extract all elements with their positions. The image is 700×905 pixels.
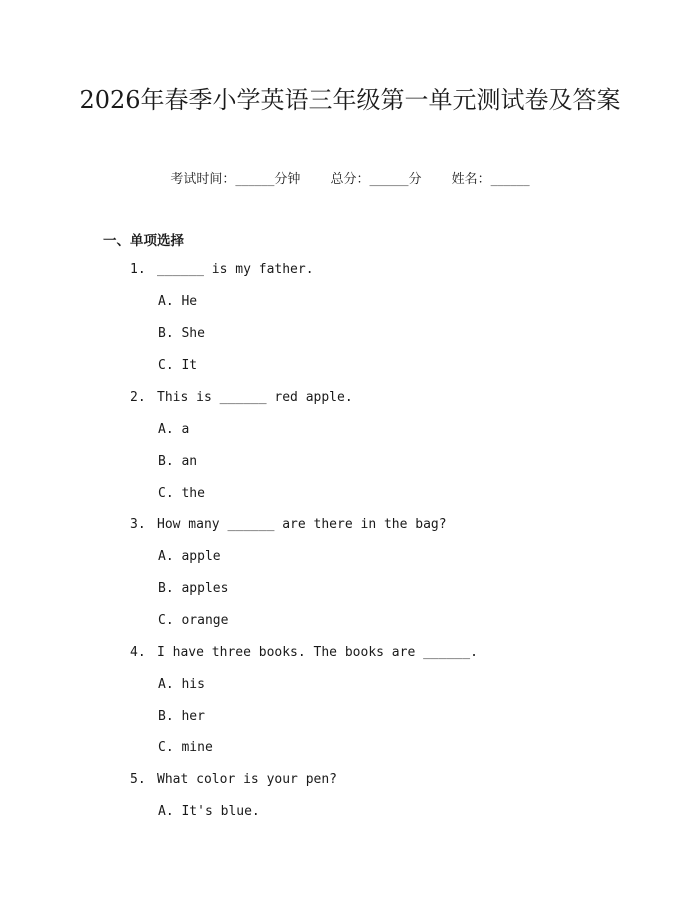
option: A. apple [158,549,221,564]
exam-score: 总分：______分 [330,172,422,187]
question-3 [130,517,447,532]
option: A. his [158,677,205,692]
question-text: I have three books. The books are ______. [157,645,478,660]
option: C. It [158,358,198,373]
question-2 [130,390,353,405]
question-4 [130,645,478,660]
question-number: 3. [130,517,146,532]
question-number: 5. [130,772,146,787]
question-text: ______ is my father. [157,262,314,277]
question-number: 4. [130,645,146,660]
student-name: 姓名：______ [451,172,530,187]
question-5 [130,772,337,787]
option: C. mine [158,740,213,755]
question-text: This is ______ red apple. [157,390,353,405]
question-number: 2. [130,390,146,405]
question-number: 1. [130,262,146,277]
option: B. her [158,709,205,724]
option: C. the [158,486,205,501]
option: B. She [158,326,205,341]
question-text: How many ______ are there in the bag? [157,517,447,532]
option: A. It's blue. [158,804,260,819]
option: A. a [158,422,190,437]
option: C. orange [158,613,229,628]
page-title: 2026年春季小学英语三年级第一单元测试卷及答案 [79,86,621,114]
exam-time: 考试时间：______分钟 [170,172,301,187]
option: A. He [158,294,198,309]
question-1 [130,262,314,277]
option: B. apples [158,581,229,596]
question-text: What color is your pen? [157,772,338,787]
exam-info [0,168,700,187]
option: B. an [158,454,198,469]
section-heading: 一、单项选择 [103,233,184,249]
